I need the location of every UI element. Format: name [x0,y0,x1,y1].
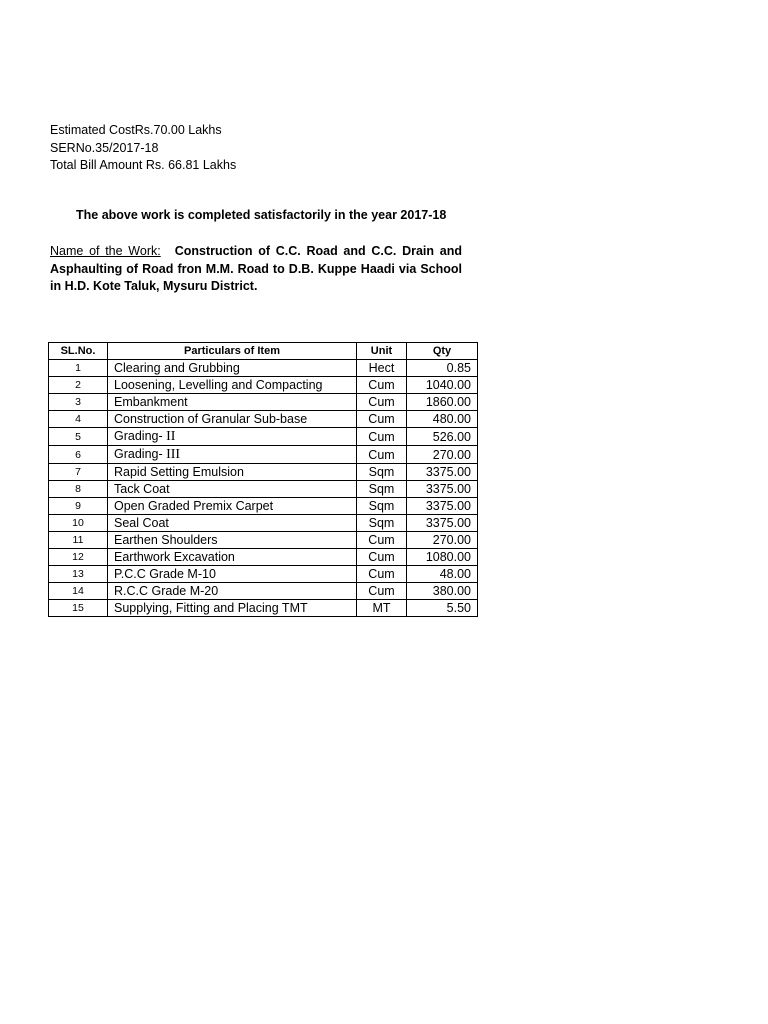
table-row [49,583,478,600]
row-unit: Cum [357,394,407,411]
row-unit: Cum [357,532,407,549]
row-qty: 0.85 [407,360,478,377]
row-particulars [108,377,357,394]
table-row [49,566,478,583]
row-qty: 1040.00 [407,377,478,394]
row-sl-no: 9 [49,498,108,515]
row-sl-no: 11 [49,532,108,549]
row-item-text: Rapid Setting Emulsion [114,465,244,479]
row-qty: 480.00 [407,411,478,428]
row-item-grade-numeral: III [166,447,181,462]
row-unit: Cum [357,566,407,583]
row-item-text: Tack Coat [114,482,170,496]
header-unit: Unit [357,343,407,360]
row-unit: Sqm [357,515,407,532]
row-unit: Cum [357,549,407,566]
table-row [49,428,478,446]
row-item-text: Supplying, Fitting and Placing TMT [114,601,308,615]
row-particulars [108,600,357,617]
cost-summary [50,122,236,175]
row-sl-no: 3 [49,394,108,411]
table-row [49,532,478,549]
items-table-body [49,360,478,617]
row-qty: 48.00 [407,566,478,583]
row-sl-no: 13 [49,566,108,583]
row-particulars [108,411,357,428]
row-qty: 1080.00 [407,549,478,566]
row-item-text: Seal Coat [114,516,169,530]
table-header-row [49,343,478,360]
row-sl-no: 4 [49,411,108,428]
row-item-text: Clearing and Grubbing [114,361,240,375]
work-label: Name of the Work: [50,244,161,258]
row-unit: Sqm [357,464,407,481]
row-sl-no: 6 [49,446,108,464]
row-qty: 3375.00 [407,515,478,532]
row-particulars [108,566,357,583]
row-particulars [108,498,357,515]
row-particulars [108,481,357,498]
row-qty: 5.50 [407,600,478,617]
row-sl-no: 8 [49,481,108,498]
row-particulars [108,428,357,446]
row-item-text: Grading- [114,447,167,461]
row-unit: Hect [357,360,407,377]
row-unit: Sqm [357,498,407,515]
items-table [48,342,478,617]
row-particulars [108,532,357,549]
row-particulars [108,464,357,481]
total-bill-amount: Total Bill Amount Rs. 66.81 Lakhs [50,158,237,172]
row-qty: 380.00 [407,583,478,600]
row-sl-no: 1 [49,360,108,377]
table-row [49,360,478,377]
table-row [49,600,478,617]
row-item-text: Embankment [114,395,188,409]
row-sl-no: 10 [49,515,108,532]
row-unit: MT [357,600,407,617]
row-sl-no: 2 [49,377,108,394]
row-particulars [108,394,357,411]
row-item-grade-numeral: II [166,429,176,444]
name-of-work [50,243,462,296]
row-particulars [108,360,357,377]
row-qty: 3375.00 [407,481,478,498]
row-sl-no: 7 [49,464,108,481]
row-unit: Cum [357,583,407,600]
header-sl-no: SL.No. [49,343,108,360]
row-sl-no: 14 [49,583,108,600]
row-qty: 270.00 [407,532,478,549]
row-sl-no: 15 [49,600,108,617]
row-unit: Cum [357,377,407,394]
row-item-text: Open Graded Premix Carpet [114,499,274,513]
row-item-text: Earthen Shoulders [114,533,218,547]
row-unit: Sqm [357,481,407,498]
row-item-text: Construction of Granular Sub-base [114,412,308,426]
row-particulars [108,515,357,532]
completion-statement: The above work is completed satisfactorily in the year 2017-18 [76,208,447,222]
ser-number: SERNo.35/2017-18 [50,140,159,155]
table-row [49,394,478,411]
table-row [49,549,478,566]
row-unit: Cum [357,446,407,464]
row-particulars [108,583,357,600]
work-description: Construction of C.C. Road and C.C. Drain and Asphaulting of Road fron M.M. Road to D.B. Kuppe Haadi via School in H.D. Kote Taluk, Mysuru District. [50,244,462,293]
table-row [49,377,478,394]
row-item-text: Earthwork Excavation [114,550,235,564]
table-row [49,446,478,464]
row-item-text: Loosening, Levelling and Compacting [114,378,323,392]
row-item-text: R.C.C Grade M-20 [114,584,219,598]
row-unit: Cum [357,428,407,446]
row-particulars [108,446,357,464]
row-qty: 3375.00 [407,498,478,515]
row-qty: 526.00 [407,428,478,446]
row-qty: 1860.00 [407,394,478,411]
header-qty: Qty [407,343,478,360]
row-sl-no: 12 [49,549,108,566]
row-particulars [108,549,357,566]
estimated-cost: Estimated CostRs.70.00 Lakhs [50,123,222,137]
table-row [49,464,478,481]
row-item-text: P.C.C Grade M-10 [114,567,216,581]
row-unit: Cum [357,411,407,428]
table-row [49,515,478,532]
table-row [49,498,478,515]
header-particulars: Particulars of Item [108,343,357,360]
table-row [49,411,478,428]
table-row [49,481,478,498]
row-item-text: Grading- [114,429,167,443]
row-qty: 270.00 [407,446,478,464]
row-sl-no: 5 [49,428,108,446]
row-qty: 3375.00 [407,464,478,481]
